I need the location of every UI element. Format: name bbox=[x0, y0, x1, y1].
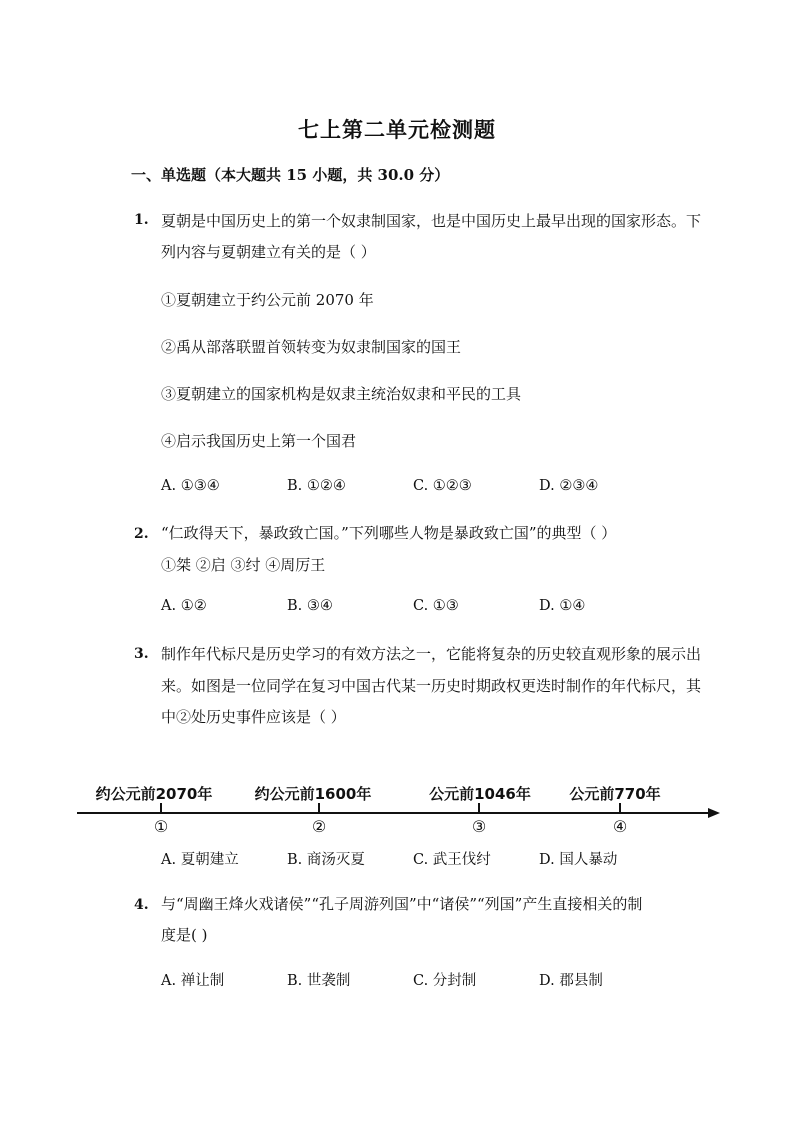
question-1-item-4: ④启示我国历史上第一个国君 bbox=[161, 432, 357, 450]
timeline-marker-3: ③ bbox=[471, 817, 487, 836]
question-2-number: 2. bbox=[134, 526, 149, 542]
question-1-option-c[interactable]: C. ①②③ bbox=[413, 478, 472, 494]
question-3-option-d[interactable]: D. 国人暴动 bbox=[539, 852, 618, 868]
question-1-item-2: ②禹从部落联盟首领转变为奴隶制国家的国王 bbox=[161, 338, 462, 356]
question-2-option-b[interactable]: B. ③④ bbox=[287, 598, 333, 614]
timeline-marker-1: ① bbox=[153, 817, 169, 836]
question-4-option-d[interactable]: D. 郡县制 bbox=[539, 973, 603, 989]
timeline-label-3: 公元前1046年 bbox=[429, 785, 531, 803]
timeline-label-2: 约公元前1600年 bbox=[254, 785, 372, 803]
question-1-option-a[interactable]: A. ①③④ bbox=[161, 478, 220, 494]
question-1-line-2: 列内容与夏朝建立有关的是（ ） bbox=[161, 243, 376, 261]
question-4-number: 4. bbox=[134, 897, 149, 913]
timeline-label-4: 公元前770年 bbox=[569, 785, 661, 803]
question-2-line-2: ①桀 ②启 ③纣 ④周厉王 bbox=[161, 556, 326, 574]
section-heading: 一、单选题（本大题共 15 小题，共 30.0 分） bbox=[131, 166, 450, 184]
timeline-label-1: 约公元前2070年 bbox=[95, 785, 213, 803]
timeline-marker-2: ② bbox=[311, 817, 327, 836]
timeline-ruler bbox=[70, 770, 730, 840]
question-1-item-1: ①夏朝建立于约公元前 2070 年 bbox=[161, 291, 374, 309]
question-1-item-3: ③夏朝建立的国家机构是奴隶主统治奴隶和平民的工具 bbox=[161, 385, 522, 403]
question-4-option-a[interactable]: A. 禅让制 bbox=[161, 973, 225, 989]
question-3-line-2: 来。如图是一位同学在复习中国古代某一历史时期政权更迭时制作的年代标尺，其 bbox=[161, 677, 702, 695]
question-1-option-d[interactable]: D. ②③④ bbox=[539, 478, 599, 494]
question-3-option-b[interactable]: B. 商汤灭夏 bbox=[287, 852, 365, 868]
question-1-line-1: 夏朝是中国历史上的第一个奴隶制国家，也是中国历史上最早出现的国家形态。下 bbox=[161, 212, 702, 230]
question-3-number: 3. bbox=[134, 646, 149, 662]
question-3-line-3: 中②处历史事件应该是（ ） bbox=[161, 708, 346, 726]
question-2-option-a[interactable]: A. ①② bbox=[161, 598, 207, 614]
question-4-line-2: 度是( ) bbox=[161, 926, 208, 944]
page-title: 七上第二单元检测题 bbox=[298, 117, 496, 142]
question-2-line-1: “仁政得天下，暴政致亡国。”下列哪些人物是暴政致亡国”的典型（ ） bbox=[161, 524, 617, 542]
question-3-option-a[interactable]: A. 夏朝建立 bbox=[161, 852, 239, 868]
question-3-option-c[interactable]: C. 武王伐纣 bbox=[413, 852, 491, 868]
question-2-option-d[interactable]: D. ①④ bbox=[539, 598, 586, 614]
question-4-option-b[interactable]: B. 世袭制 bbox=[287, 973, 351, 989]
timeline-arrowhead bbox=[708, 808, 720, 818]
question-2-option-c[interactable]: C. ①③ bbox=[413, 598, 459, 614]
question-1-option-b[interactable]: B. ①②④ bbox=[287, 478, 346, 494]
question-3-line-1: 制作年代标尺是历史学习的有效方法之一，它能将复杂的历史较直观形象的展示出 bbox=[161, 645, 702, 663]
timeline-marker-4: ④ bbox=[612, 817, 628, 836]
question-4-option-c[interactable]: C. 分封制 bbox=[413, 973, 477, 989]
question-1-number: 1. bbox=[134, 212, 149, 228]
question-4-line-1: 与“周幽王烽火戏诸侯”“孔子周游列国”中“诸侯”“列国”产生直接相关的制 bbox=[161, 895, 643, 913]
